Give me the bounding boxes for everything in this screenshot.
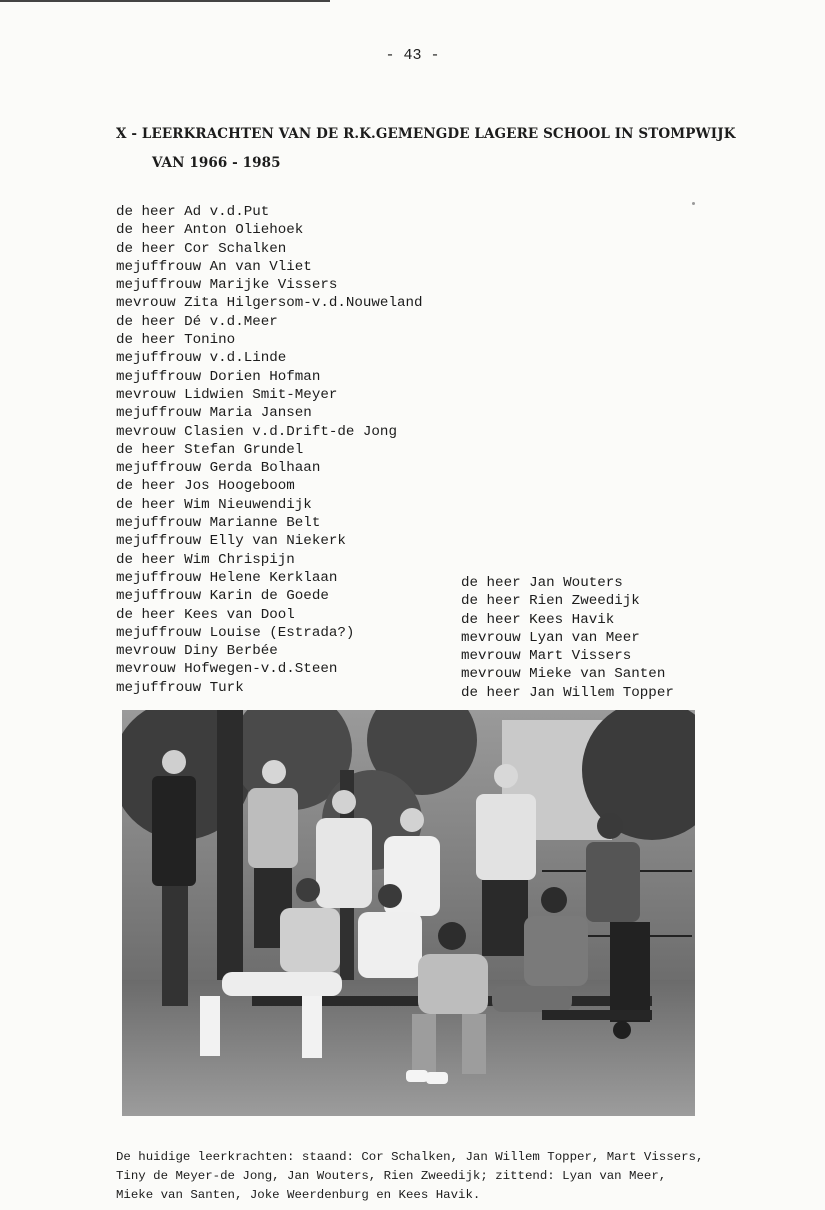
title-line-2: VAN 1966 - 1985 [152, 155, 281, 171]
group-photo [122, 710, 695, 1116]
list-item: mevrouw Mieke van Santen [461, 666, 666, 683]
page-number: - 43 - [385, 47, 440, 64]
list-item: mevrouw Diny Berbée [116, 643, 278, 660]
list-item: de heer Tonino [116, 332, 236, 349]
caption-line-1: De huidige leerkrachten: staand: Cor Schalken, Jan Willem Topper, Mart Vissers, [116, 1150, 704, 1164]
list-item: de heer Stefan Grundel [116, 441, 304, 458]
list-item: de heer Dé v.d.Meer [116, 313, 278, 330]
list-item: mevrouw Lidwien Smit-Meyer [116, 386, 338, 403]
list-item: mejuffrouw Marianne Belt [116, 515, 321, 532]
list-item: mejuffrouw An van Vliet [116, 258, 312, 275]
list-item: mejuffrouw Marijke Vissers [116, 277, 338, 294]
list-item: de heer Kees Havik [461, 611, 615, 628]
list-item: mevrouw Mart Vissers [461, 648, 632, 665]
list-item: de heer Cor Schalken [116, 240, 287, 257]
caption-line-3: Mieke van Santen, Joke Weerdenburg en Kees Havik. [116, 1188, 481, 1202]
list-item: mejuffrouw Helene Kerklaan [116, 569, 338, 586]
teacher-list-left [116, 203, 423, 697]
teacher-list-right [461, 574, 674, 702]
list-item: de heer Jan Wouters [461, 575, 623, 591]
list-item: de heer Kees van Dool [116, 606, 295, 623]
list-item: de heer Wim Nieuwendijk [116, 496, 312, 513]
photo-caption [116, 1148, 716, 1205]
list-item: mevrouw Zita Hilgersom-v.d.Nouweland [116, 295, 423, 312]
top-rule [0, 0, 330, 2]
list-item: mejuffrouw Elly van Niekerk [116, 533, 346, 550]
stray-mark [692, 202, 695, 205]
list-item: mevrouw Lyan van Meer [461, 629, 640, 646]
title-line-1: X - LEERKRACHTEN VAN DE R.K.GEMENGDE LAGERE SCHOOL IN STOMPWIJK [116, 126, 736, 142]
caption-line-2: Tiny de Meyer-de Jong, Jan Wouters, Rien Zweedijk; zittend: Lyan van Meer, [116, 1169, 667, 1183]
list-item: mevrouw Hofwegen-v.d.Steen [116, 661, 338, 678]
list-item: mejuffrouw Karin de Goede [116, 588, 329, 605]
page-title [116, 120, 736, 178]
list-item: mejuffrouw Louise (Estrada?) [116, 624, 355, 641]
list-item: mevrouw Clasien v.d.Drift-de Jong [116, 423, 397, 440]
list-item: de heer Ad v.d.Put [116, 204, 270, 220]
list-item: mejuffrouw v.d.Linde [116, 350, 287, 367]
group-photo-illustration [122, 710, 695, 1116]
list-item: mejuffrouw Turk [116, 679, 244, 696]
list-item: de heer Wim Chrispijn [116, 551, 295, 568]
list-item: de heer Anton Oliehoek [116, 222, 304, 239]
list-item: de heer Jan Willem Topper [461, 684, 674, 701]
list-item: de heer Jos Hoogeboom [116, 478, 295, 495]
list-item: de heer Rien Zweedijk [461, 593, 640, 610]
list-item: mejuffrouw Gerda Bolhaan [116, 460, 321, 477]
list-item: mejuffrouw Maria Jansen [116, 405, 312, 422]
list-item: mejuffrouw Dorien Hofman [116, 368, 321, 385]
